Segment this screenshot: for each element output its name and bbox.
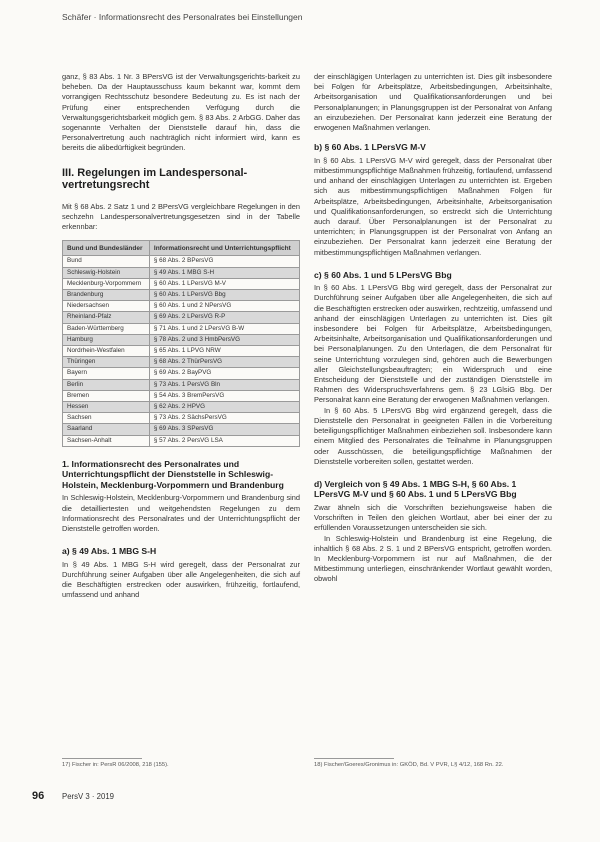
table-cell-law: § 73 Abs. 1 PersVG Bln: [149, 379, 299, 390]
table-row: [63, 312, 300, 323]
table-row: [63, 379, 300, 390]
section-heading-a: a) § 49 Abs. 1 MBG S-H: [62, 546, 157, 557]
table-cell-land: Niedersachsen: [63, 301, 150, 312]
table-cell-land: Nordrhein-Westfalen: [63, 346, 150, 357]
table-row: [63, 390, 300, 401]
table-cell-law: § 78 Abs. 2 und 3 HmbPersVG: [149, 334, 299, 345]
section-heading-III: III. Regelungen im Landespersonal-vertretungsrecht: [62, 166, 248, 192]
footnote-rule-right: [314, 758, 394, 759]
footnote-left: 17) Fischer in: PersR 06/2008, 218 (155).: [62, 762, 169, 768]
table-cell-law: § 68 Abs. 2 ThürPersVG: [149, 357, 299, 368]
section-c-paragraph: In § 60 Abs. 1 LPersVG Bbg wird geregelt, dass der Personalrat zur Durchführung seiner Aufgaben über alle Angelegenheiten, die sich auf die Beschäftigten erstrecken oder auswirken, rechtzeitig, umfassend und anhand der einschlägigen Unterlagen zu unterrichten ist. Dies gilt insbesondere bei Folgen für Arbeitsplätze, Arbeitsbedingungen, Arbeitsinhalte, Arbeitsorganisation und Qualifikationsanforderungen und bei Personalplanungen. Zu den Unterlagen, die dem Personalrat für seine Unterrichtung vorzulegen sind, gehören auch die Bewerbungen aller Gleichstellungsbeauftragten; ein Widerspruch und eine Entscheidung der Dienststelle und der zuständigen Dienststelle im Rahmen des Widerspruchsverfahrens gem. § 23 LGlsiG Bbg. Der Personalrat kann eine Beratung der erwogenen Maßnahmen verlangen.: [314, 283, 552, 405]
table-cell-land: Schleswig-Holstein: [63, 267, 150, 278]
journal-issue: PersV 3 · 2019: [62, 792, 115, 801]
table-cell-law: § 69 Abs. 3 SPersVG: [149, 424, 299, 435]
section-heading-d: d) Vergleich von § 49 Abs. 1 MBG S-H, § 60 Abs. 1 LPersVG M-V und § 60 Abs. 1 und 5 LPersVG Bbg: [314, 478, 517, 500]
table-row: [63, 323, 300, 334]
table-cell-land: Hessen: [63, 402, 150, 413]
table-row: [63, 256, 300, 267]
table-cell-land: Saarland: [63, 424, 150, 435]
right-column: [314, 72, 552, 585]
table-cell-law: § 60 Abs. 1 LPersVG Bbg: [149, 290, 299, 301]
table-cell-law: § 54 Abs. 3 BremPersVG: [149, 390, 299, 401]
section-1-paragraph: In Schleswig-Holstein, Mecklenburg-Vorpommern und Brandenburg sind die detailliertesten und weitgehendsten Regelungen zu dem Informationsrecht des Personalrates und der Unterrichtungspflicht der Dienststelle getroffen worden.: [62, 493, 300, 533]
left-column: [62, 72, 300, 601]
table-cell-land: Brandenburg: [63, 290, 150, 301]
section-d-paragraph: Zwar ähneln sich die Vorschriften beziehungsweise haben die Vorschriften in Teilen den gleichen Wortlaut, aber bei einer der zu erfüllenden Voraussetzungen unterscheiden sie sich.: [314, 502, 552, 533]
table-row: [63, 346, 300, 357]
table-row: [63, 435, 300, 446]
table-cell-law: § 69 Abs. 2 BayPVG: [149, 368, 299, 379]
page-number: 96: [32, 790, 45, 802]
table-cell-land: Sachsen: [63, 413, 150, 424]
footnote-right: 18) Fischer/Goeres/Gronimus in: GKÖD, Bd. V PVR, L§ 4/12, 168 Rn. 22.: [314, 762, 504, 768]
table-cell-land: Bund: [63, 256, 150, 267]
table-cell-land: Rheinland-Pfalz: [63, 312, 150, 323]
section-b-paragraph: In § 60 Abs. 1 LPersVG M-V wird geregelt, dass der Personalrat über mitbestimmungspflichtige Maßnahmen frühzeitig, fortlaufend, umfassend und anhand der einschlägigen Unterlagen zu unterrichten ist. Ergeben sich aus mitbestimmungspflichtigen Maßnahmen Folgen für Arbeitsplätze, Arbeitsbedingungen, Arbeitsinhalte, Arbeitsorganisation und Qualifikationsanforderungen, so erstreckt sich die Unterrichtung auch darauf. Über Personalplanungen ist der Personalrat zu unterrichten; in Planungsgruppen ist der Personalrat von Anfang an einzubeziehen. Der Personalrat kann jederzeit eine Beratung der mitbestimmungspflichtigen Maßnahmen verlangen.: [314, 155, 552, 257]
table-row: [63, 402, 300, 413]
table-cell-land: Mecklenburg-Vorpommern: [63, 278, 150, 289]
table-cell-law: § 57 Abs. 2 PersVG LSA: [149, 435, 299, 446]
table-cell-law: § 49 Abs. 1 MBG S-H: [149, 267, 299, 278]
section-heading-1: 1. Informationsrecht des Personalrates und Unterrichtungspflicht der Dienststelle in Schleswig-Holstein, Mecklenburg-Vorpommern und Brandenburg: [62, 458, 284, 490]
table-cell-land: Bayern: [63, 368, 150, 379]
table-cell-law: § 69 Abs. 2 LPersVG R-P: [149, 312, 299, 323]
table-row: [63, 424, 300, 435]
section-c-paragraph-2: In § 60 Abs. 5 LPersVG Bbg wird ergänzend geregelt, dass die Dienststelle den Personalrat in geeigneten Fällen in die Vorbereitung beteiligungspflichtiger Maßnahmen einbeziehen soll. Insbesondere kann einem Mitglied des Personalrates die Teilnahme in Planungsgruppen oder Ausschüssen, die beteiligungspflichtige Maßnahmen der Dienststelle vorbereiten sollen, gestattet werden.: [314, 405, 552, 466]
table-row: [63, 267, 300, 278]
table-cell-law: § 60 Abs. 1 und 2 NPersVG: [149, 301, 299, 312]
continued-paragraph: der einschlägigen Unterlagen zu unterrichten ist. Dies gilt insbesondere bei Folgen für Arbeitsplätze, Arbeitsbedingungen, Arbeitsinhalte, Arbeitsorganisation und Qualifikationsanforderungen und bei Personalplanungen; in Planungsgruppen ist der Personalrat von Anfang an einzubeziehen. Der Personalrat kann jederzeit eine Beratung der erwogenen Maßnahmen verlangen.: [314, 72, 552, 133]
table-row: [63, 278, 300, 289]
table-cell-law: § 65 Abs. 1 LPVG NRW: [149, 346, 299, 357]
table-row: [63, 334, 300, 345]
table-cell-land: Sachsen-Anhalt: [63, 435, 150, 446]
table-cell-law: § 60 Abs. 1 LPersVG M-V: [149, 278, 299, 289]
table-cell-land: Berlin: [63, 379, 150, 390]
table-row: [63, 357, 300, 368]
table-cell-law: § 62 Abs. 2 HPVG: [149, 402, 299, 413]
table-row: [63, 413, 300, 424]
table-cell-law: § 71 Abs. 1 und 2 LPersVG B-W: [149, 323, 299, 334]
table-header-law: Informationsrecht und Unterrichtungspflicht: [149, 241, 299, 256]
section-d-paragraph-2: In Schleswig-Holstein und Brandenburg ist eine Regelung, die inhaltlich § 68 Abs. 2 S. 1 und 2 BPersVG entspricht, getroffen worden. In Mecklenburg-Vorpommern ist nur auf Maßnahmen, die der Mitbestimmung unterliegen, einschränkender Wortlaut gewählt worden, obwohl: [314, 533, 552, 584]
section-III-paragraph: Mit § 68 Abs. 2 Satz 1 und 2 BPersVG vergleichbare Regelungen in den sechzehn Landespersonalvertretungsgesetzen sind in der Tabelle erkennbar:: [62, 201, 300, 232]
section-heading-c: c) § 60 Abs. 1 und 5 LPersVG Bbg: [314, 269, 452, 280]
table-cell-land: Bremen: [63, 390, 150, 401]
table-cell-land: Hamburg: [63, 334, 150, 345]
table-cell-land: Thüringen: [63, 357, 150, 368]
running-header: Schäfer · Informationsrecht des Personalrates bei Einstellungen: [62, 12, 303, 22]
intro-paragraph: ganz, § 83 Abs. 1 Nr. 3 BPersVG ist der Verwaltungsgerichts-barkeit zu beheben. Da der Hauptausschuss kaum bekannt war, kommt dem vorrangigen Rechtsschutz besondere Bedeutung zu. Es ist nach der Prüfung einer entsprechenden Verfügung durch die Verwaltungsgerichtsbarkeit möglich gem. § 83 Abs. 2 ArbGG. Daher das sogenannte Verhalten der Dienststelle darauf hin, dass die Personalvertretung auch nachträglich nicht informiert wird, kann es bereits die alibedürftigkeit begründen.: [62, 72, 300, 153]
table-cell-law: § 68 Abs. 2 BPersVG: [149, 256, 299, 267]
section-a-paragraph: In § 49 Abs. 1 MBG S-H wird geregelt, dass der Personalrat zur Durchführung seiner Aufgaben über alle Angelegenheiten, die sich auf die Beschäftigten erstrecken oder auswirken, frühzeitig, fortlaufend, umfassend und anhand: [62, 559, 300, 600]
table-row: [63, 290, 300, 301]
table-cell-land: Baden-Württemberg: [63, 323, 150, 334]
comparison-table: [62, 240, 300, 447]
table-row: [63, 301, 300, 312]
table-cell-law: § 73 Abs. 2 SächsPersVG: [149, 413, 299, 424]
footnote-rule-left: [62, 758, 142, 759]
section-heading-b: b) § 60 Abs. 1 LPersVG M-V: [314, 142, 426, 153]
table-header-land: Bund und Bundesländer: [63, 241, 150, 256]
table-row: [63, 368, 300, 379]
